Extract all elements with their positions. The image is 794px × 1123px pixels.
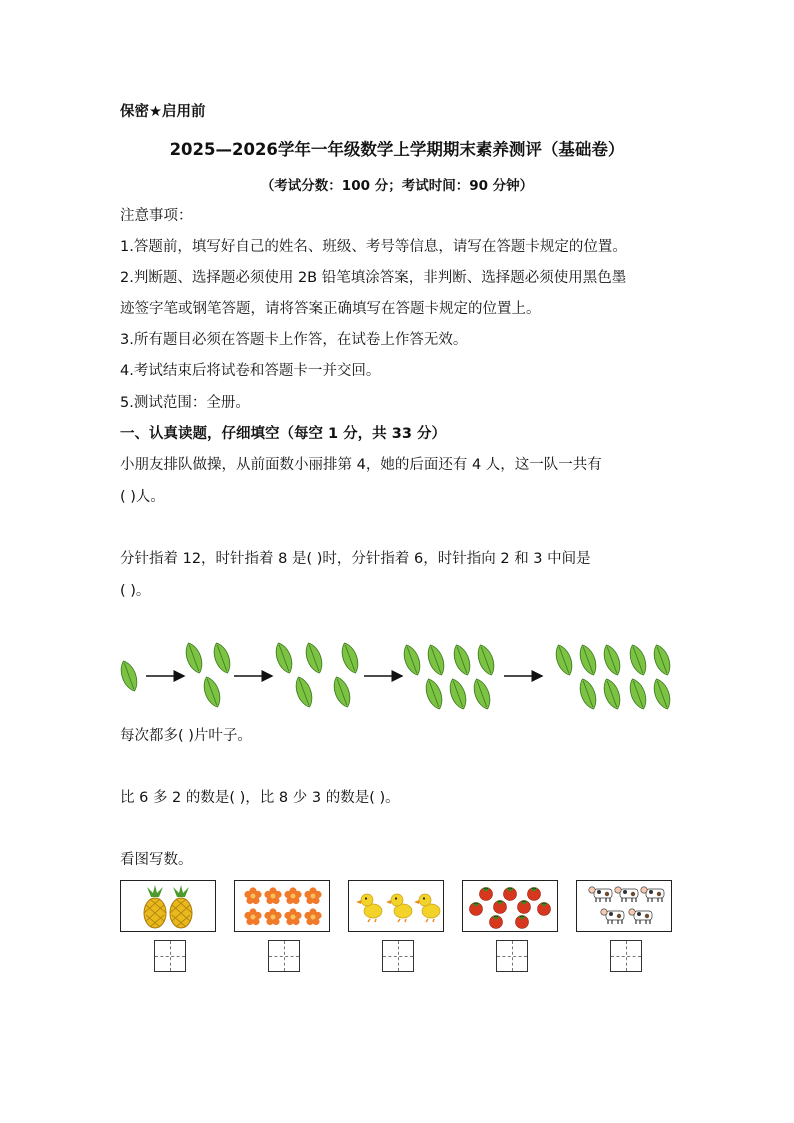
picture-box-tomato	[462, 880, 558, 932]
question-1-answer-line: ( )人。	[120, 489, 165, 505]
question-4-text: 比 6 多 2 的数是( )，比 8 少 3 的数是( )。	[120, 790, 400, 806]
picture-box-flower	[234, 880, 330, 932]
note-item: 4.考试结束后将试卷和答题卡一并交回。	[120, 363, 381, 379]
picture-box-cow	[576, 880, 672, 932]
confidential-label: 保密★启用前	[120, 104, 206, 120]
leaf-sequence-figure	[116, 636, 686, 720]
leaf-group-6	[400, 643, 498, 712]
section-heading: 一、认真读题，仔细填空（每空 1 分，共 33 分）	[120, 426, 446, 442]
duck-icon	[349, 881, 443, 931]
note-item: 5.测试范围：全册。	[120, 395, 250, 411]
note-item: 迹签字笔或钢笔答题，请将答案正确填写在答题卡规定的位置上。	[120, 301, 541, 317]
exam-title: 2025—2026学年一年级数学上学期期末素养测评（基础卷）	[169, 140, 625, 159]
leaf-icon	[338, 641, 362, 676]
flower-icon	[235, 881, 329, 931]
leaf-group-3	[182, 641, 234, 710]
leaf-group-8	[552, 643, 674, 712]
answer-grid[interactable]	[154, 940, 186, 972]
picture-box-pineapple	[120, 880, 216, 932]
cow-icon	[577, 881, 671, 931]
leaf-group-4	[272, 641, 354, 710]
pineapple-icon	[121, 881, 215, 931]
answer-grid[interactable]	[268, 940, 300, 972]
question-2-text: 分针指着 12，时针指着 8 是( )时，分针指着 6，时针指向 2 和 3 中间是	[120, 551, 591, 567]
tomato-icon	[463, 881, 557, 931]
question-1-text: 小朋友排队做操，从前面数小丽排第 4，她的后面还有 4 人，这一队一共有	[120, 457, 602, 473]
note-item: 1.答题前，填写好自己的姓名、班级、考号等信息，请写在答题卡规定的位置。	[120, 239, 627, 255]
question-3-text: 每次都多( )片叶子。	[120, 728, 252, 744]
answer-grid[interactable]	[610, 940, 642, 972]
note-item: 2.判断题、选择题必须使用 2B 铅笔填涂答案，非判断、选择题必须使用黑色墨	[120, 270, 627, 286]
answer-grid[interactable]	[496, 940, 528, 972]
note-item: 3.所有题目必须在答题卡上作答，在试卷上作答无效。	[120, 332, 468, 348]
leaf-group-1	[117, 659, 141, 694]
answer-grid[interactable]	[382, 940, 414, 972]
question-2-answer-line: ( )。	[120, 583, 151, 599]
picture-box-duck	[348, 880, 444, 932]
notes-heading: 注意事项：	[120, 208, 193, 224]
exam-subtitle: （考试分数：100 分；考试时间：90 分钟）	[260, 178, 534, 194]
question-5-text: 看图写数。	[120, 852, 193, 868]
